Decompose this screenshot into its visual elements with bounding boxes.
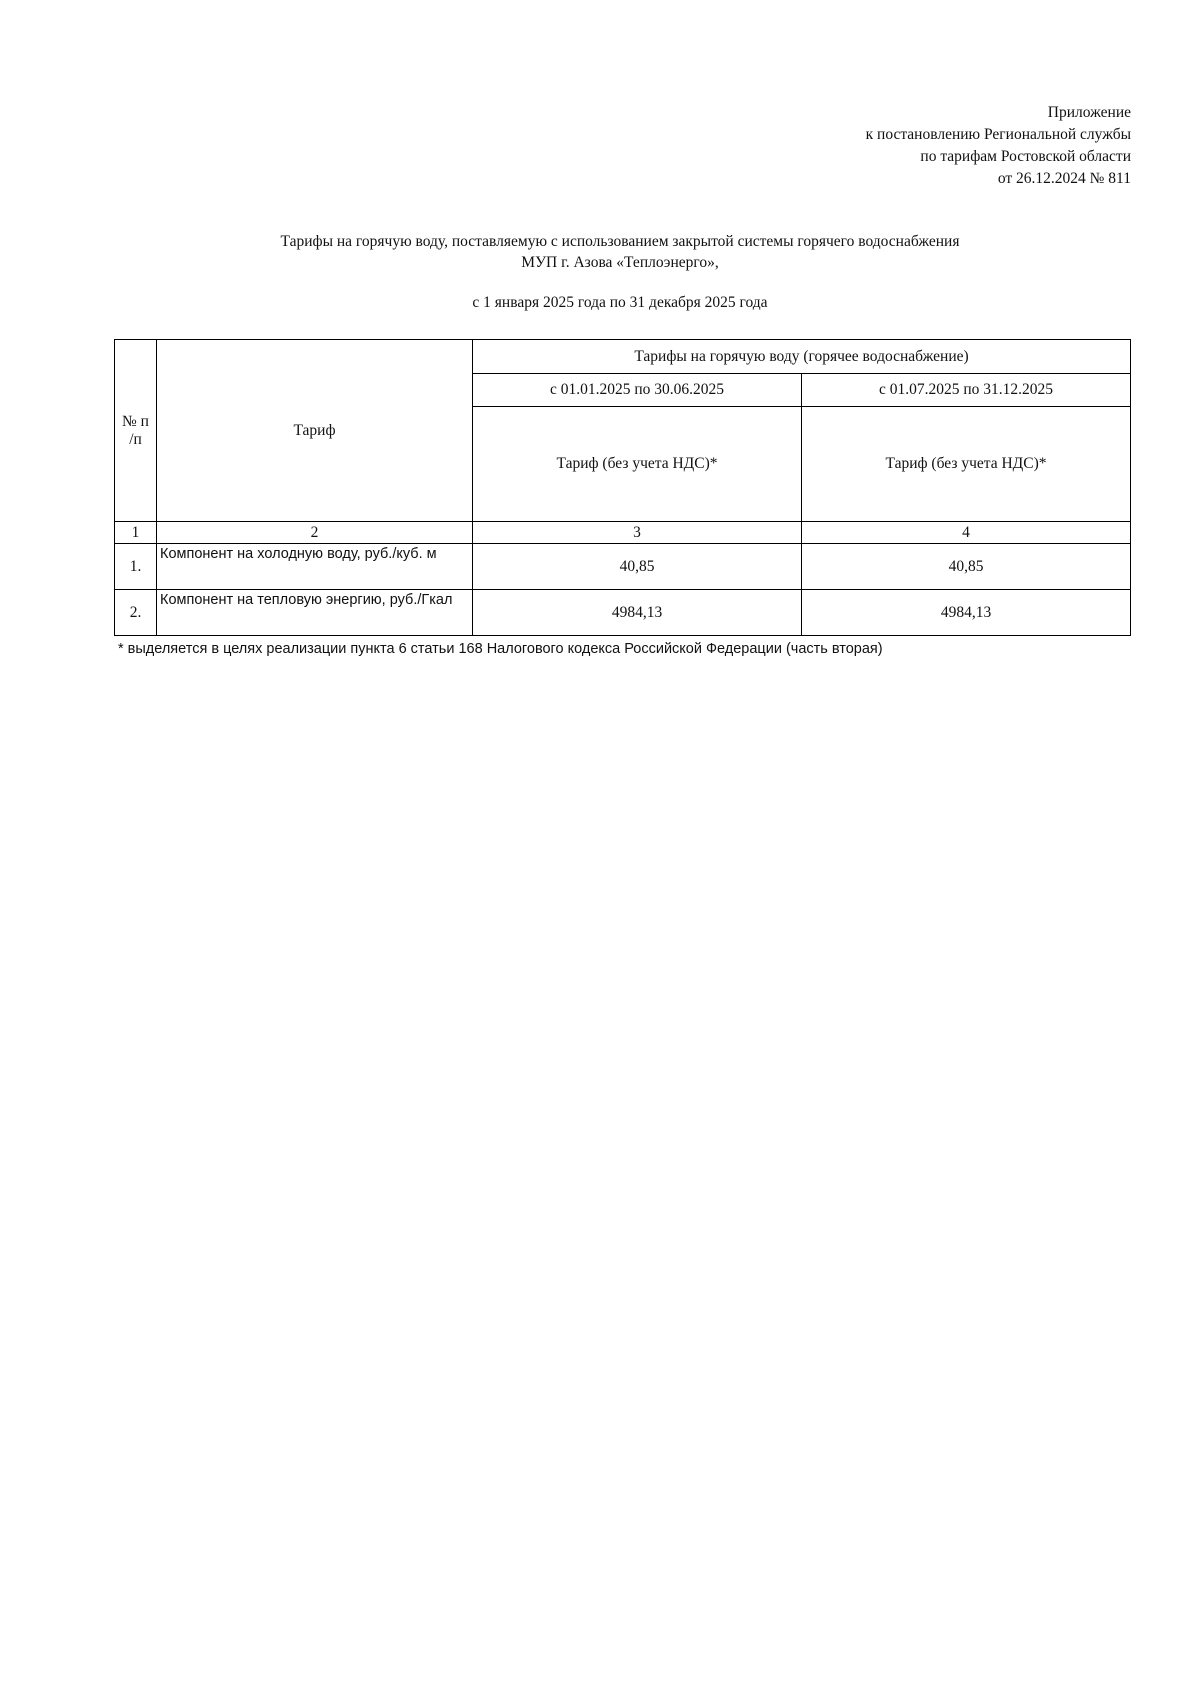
row-name: Компонент на холодную воду, руб./куб. м [157,544,473,590]
row-value-1: 4984,13 [473,590,802,636]
appendix-header [866,102,1131,190]
appendix-line-3: по тарифам Ростовской области [920,148,1131,165]
col-number-1: 1 [115,522,157,544]
col-number-2: 2 [157,522,473,544]
title-line-1: Тарифы на горячую воду, поставляемую с использованием закрытой системы горячего водоснабжения [280,233,960,250]
row-number: 2. [115,590,157,636]
table-row [115,544,1131,590]
title-line-2: МУП г. Азова «Теплоэнерго», [521,254,719,271]
row-value-1: 40,85 [473,544,802,590]
document-title [110,231,1130,273]
footnote: * выделяется в целях реализации пункта 6 статьи 168 Налогового кодекса Российской Федерации (часть вторая) [118,641,883,657]
row-value-2: 40,85 [802,544,1131,590]
column-number-row [115,522,1131,544]
col-number-3: 3 [473,522,802,544]
row-name: Компонент на тепловую энергию, руб./Гкал [157,590,473,636]
header-sub-1: Тариф (без учета НДС)* [473,407,802,522]
header-period-2: с 01.07.2025 по 31.12.2025 [802,374,1131,407]
header-sub-2: Тариф (без учета НДС)* [802,407,1131,522]
validity-period: с 1 января 2025 года по 31 декабря 2025 года [472,294,768,311]
row-value-2: 4984,13 [802,590,1131,636]
row-number: 1. [115,544,157,590]
appendix-line-1: Приложение [1047,104,1131,121]
tariff-table [114,339,1131,636]
header-tariff: Тариф [157,340,473,522]
header-period-1: с 01.01.2025 по 30.06.2025 [473,374,802,407]
appendix-line-4: от 26.12.2024 № 811 [997,170,1131,187]
col-number-4: 4 [802,522,1131,544]
header-number: № п /п [115,340,157,522]
header-group: Тарифы на горячую воду (горячее водоснабжение) [473,340,1131,374]
appendix-line-2: к постановлению Региональной службы [865,126,1131,143]
table-row [115,590,1131,636]
